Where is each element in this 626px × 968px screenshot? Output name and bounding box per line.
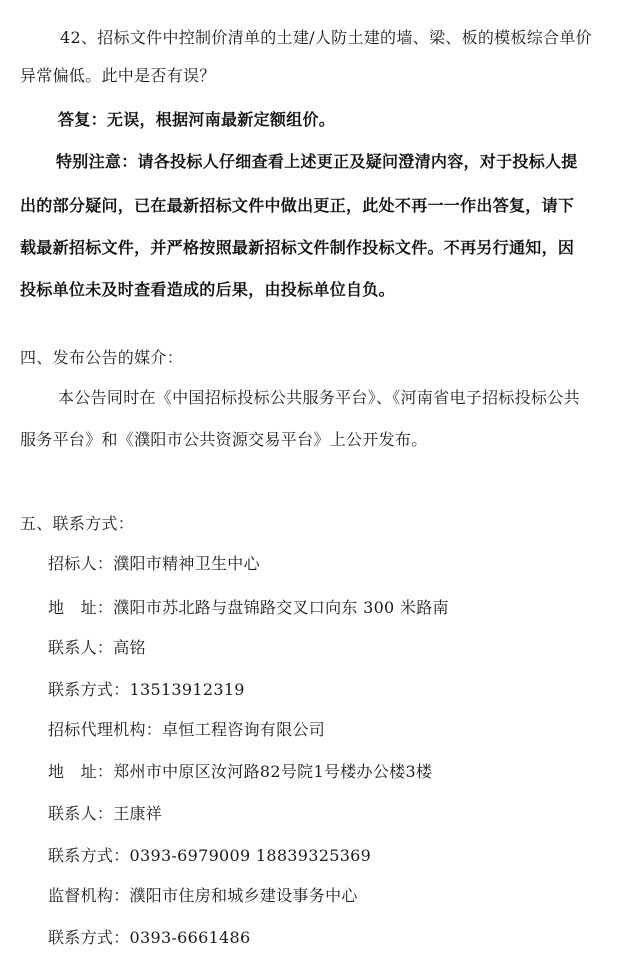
notice-line-3: 载最新招标文件，并严格按照最新招标文件制作投标文件。不再另行通知，因 [20, 238, 575, 257]
agency-line: 招标代理机构：卓恒工程咨询有限公司 [48, 720, 326, 739]
agency-address-line: 地 址：郑州市中原区汝河路82号院1号楼办公楼3楼 [48, 762, 433, 781]
answer-text: 答复：无误，根据河南最新定额组价。 [58, 110, 336, 129]
agency-contact-line: 联系人：王康祥 [48, 804, 163, 823]
section-4-heading: 四、发布公告的媒介： [20, 348, 184, 367]
section-4-line-2: 服务平台》和《濮阳市公共资源交易平台》上公开发布。 [20, 430, 428, 449]
notice-line-2: 出的部分疑问，已在最新招标文件中做出更正，此处不再一一作出答复，请下 [20, 196, 575, 215]
supervisor-line: 监督机构：濮阳市住房和城乡建设事务中心 [48, 886, 358, 905]
tenderer-contact-line: 联系人：高铭 [48, 638, 146, 657]
tenderer-line: 招标人：濮阳市精神卫生中心 [48, 554, 260, 573]
section-5-heading: 五、联系方式： [20, 514, 135, 533]
notice-line-1: 特别注意：请各投标人仔细查看上述更正及疑问澄清内容，对于投标人提 [56, 152, 578, 171]
notice-line-4: 投标单位未及时查看造成的后果，由投标单位自负。 [20, 280, 395, 299]
tenderer-address-line: 地 址：濮阳市苏北路与盘锦路交叉口向东 300 米路南 [48, 598, 449, 617]
agency-phone-line: 联系方式：0393-6979009 18839325369 [48, 846, 372, 865]
tenderer-phone-line: 联系方式：13513912319 [48, 680, 245, 699]
supervisor-phone-line: 联系方式：0393-6661486 [48, 928, 251, 947]
question-line-1: 42、招标文件中控制价清单的土建/人防土建的墙、梁、板的模板综合单价 [60, 28, 592, 47]
section-4-line-1: 本公告同时在《中国招标投标公共服务平台》、《河南省电子招标投标公共 [58, 388, 580, 407]
question-line-2: 异常偏低。此中是否有误？ [20, 66, 216, 85]
